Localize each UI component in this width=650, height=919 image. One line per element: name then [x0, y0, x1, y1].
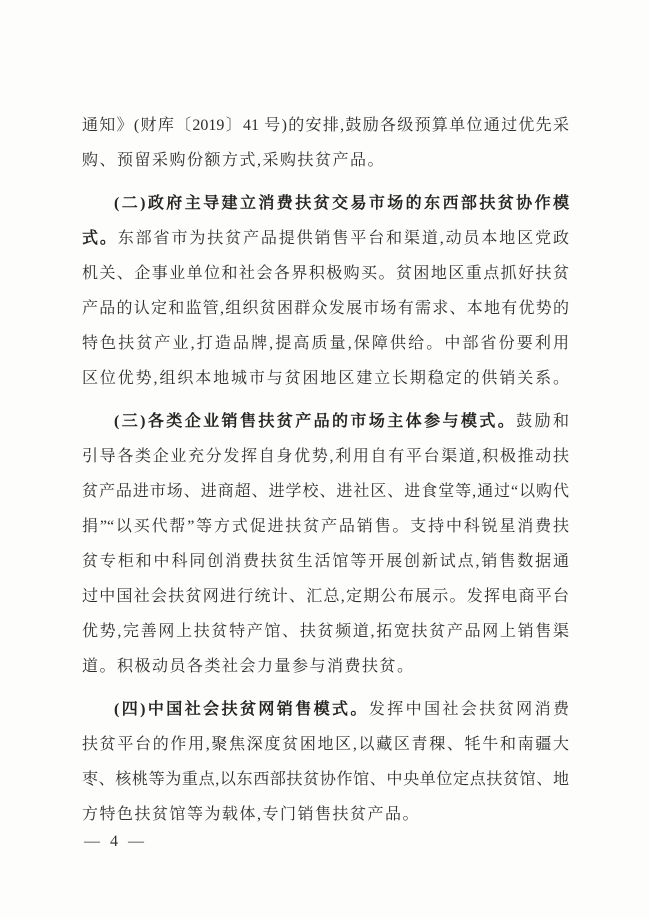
text-line: [82, 509, 569, 544]
text-line: [82, 614, 569, 649]
body-text: 东部省市为扶贫产品提供销售平台和渠道,动员本地区党政: [117, 230, 569, 247]
text-line: [82, 762, 569, 797]
body-text: 优势,完善网上扶贫特产馆、扶贫频道,拓宽扶贫产品网上销售渠: [82, 623, 569, 640]
page-number: — 4 —: [84, 833, 147, 850]
text-line: [82, 692, 569, 727]
text-line: [82, 221, 569, 256]
text-line: [82, 186, 569, 221]
text-line: [82, 544, 569, 579]
text-line: [82, 727, 569, 762]
section-heading-text: (四)中国社会扶贫网销售模式。: [114, 701, 369, 718]
body-text: 贫产品进市场、进商超、进学校、进社区、进食堂等,通过“以购代: [82, 483, 569, 500]
body-text: 机关、企事业单位和社会各界积极购买。贫困地区重点抓好扶贫: [82, 265, 569, 282]
text-line: [82, 474, 569, 509]
text-line: [82, 291, 569, 326]
text-line: [82, 797, 569, 832]
body-text: 通知》(财库〔2019〕41 号)的安排,鼓励各级预算单位通过优先采: [82, 117, 569, 134]
body-text: 引导各类企业充分发挥自身优势,利用自有平台渠道,积极推动扶: [82, 448, 569, 465]
body-text: 扶贫平台的作用,聚焦深度贫困地区,以藏区青稞、牦牛和南疆大: [82, 736, 569, 753]
body-text: 鼓励和: [516, 413, 569, 430]
body-text: 区位优势,组织本地城市与贫困地区建立长期稳定的供销关系。: [82, 370, 569, 387]
section-heading-text: 式。: [82, 230, 118, 247]
body-text: 购、预留采购份额方式,采购扶贫产品。: [82, 152, 386, 169]
text-line: [82, 143, 569, 178]
text-line: [82, 579, 569, 614]
body-text: 贫专柜和中科同创消费扶贫生活馆等开展创新试点,销售数据通: [82, 553, 569, 570]
body-text: 过中国社会扶贫网进行统计、汇总,定期公布展示。发挥电商平台: [82, 588, 569, 605]
body-text: 道。积极动员各类社会力量参与消费扶贫。: [82, 658, 415, 675]
text-line: [82, 649, 569, 684]
text-line: [82, 108, 569, 143]
section-heading-text: (三)各类企业销售扶贫产品的市场主体参与模式。: [114, 413, 517, 430]
text-line: [82, 256, 569, 291]
text-line: [82, 439, 569, 474]
text-line: [82, 404, 569, 439]
text-line: [82, 326, 569, 361]
body-text: 特色扶贫产业,打造品牌,提高质量,保障供给。中部省份要利用: [82, 335, 569, 352]
body-text: 捐”“以买代帮”等方式促进扶贫产品销售。支持中科锐星消费扶: [82, 518, 569, 535]
body-text: 方特色扶贫馆等为载体,专门销售扶贫产品。: [82, 806, 421, 823]
body-text: 发挥中国社会扶贫网消费: [368, 701, 569, 718]
text-block: [82, 108, 569, 832]
section-heading-text: (二)政府主导建立消费扶贫交易市场的东西部扶贫协作模: [114, 195, 569, 212]
text-line: [82, 361, 569, 396]
body-text: 枣、核桃等为重点,以东西部扶贫协作馆、中央单位定点扶贫馆、地: [82, 771, 569, 788]
body-text: 产品的认定和监管,组织贫困群众发展市场有需求、本地有优势的: [82, 300, 569, 317]
